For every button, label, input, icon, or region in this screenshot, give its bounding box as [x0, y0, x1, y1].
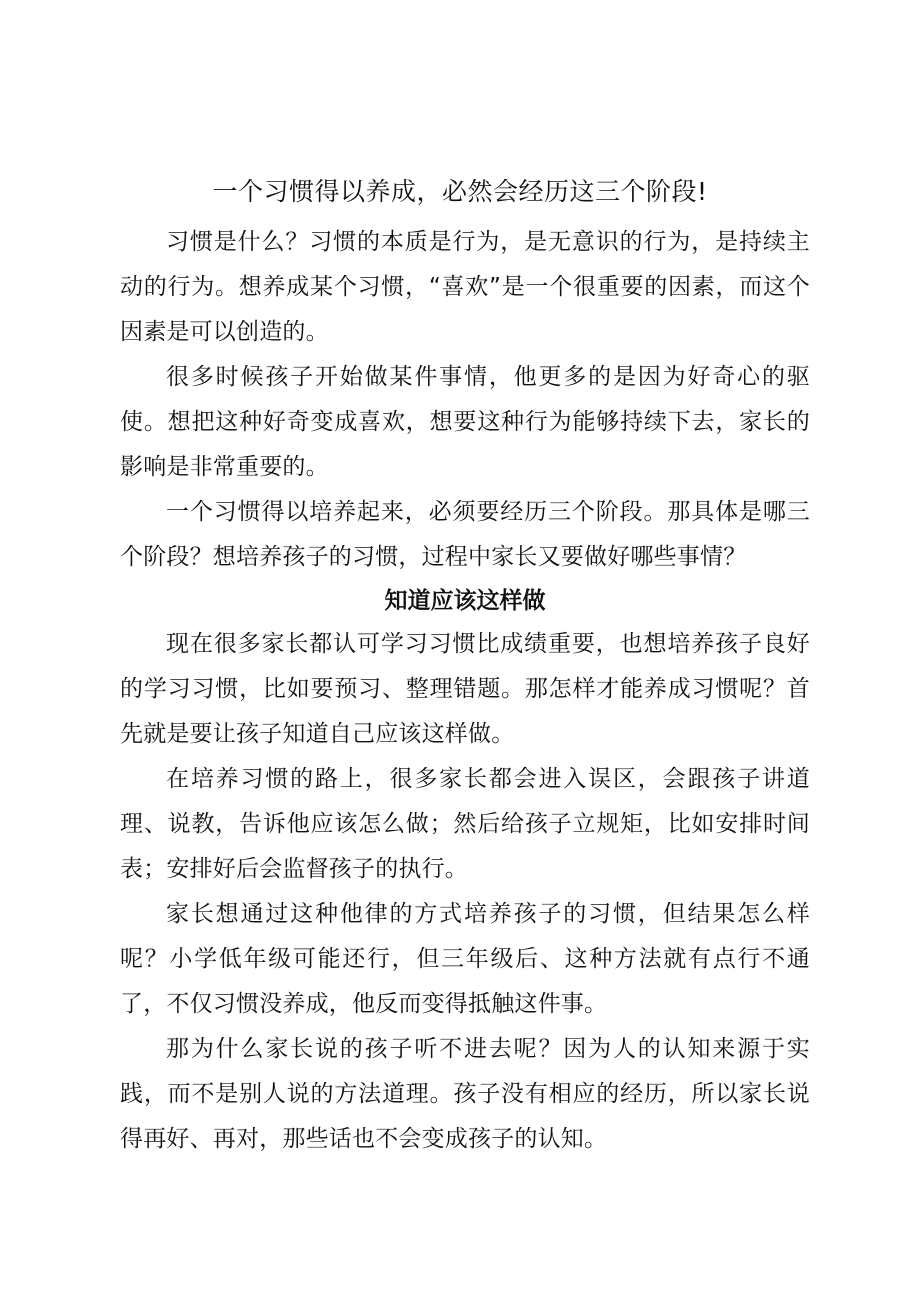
paragraph-habit-definition: 习惯是什么？习惯的本质是行为，是无意识的行为，是持续主动的行为。想养成某个习惯，“喜欢”是一个很重要的因素，而这个因素是可以创造的。	[120, 229, 810, 345]
paragraph-three-stages: 一个习惯得以培养起来，必须要经历三个阶段。那具体是哪三个阶段？想培养孩子的习惯，过程中家长又要做好哪些事情？	[120, 499, 810, 570]
paragraph-cognition-from-practice: 那为什么家长说的孩子听不进去呢？因为人的认知来源于实践，而不是别人说的方法道理。孩子没有相应的经历，所以家长说得再好、再对，那些话也不会变成孩子的认知。	[120, 1036, 810, 1152]
section-heading: 知道应该这样做	[384, 588, 546, 614]
document-title: 一个习惯得以养成，必然会经历这三个阶段!	[212, 177, 708, 206]
document-body	[120, 220, 810, 1162]
paragraph-curiosity: 很多时候孩子开始做某件事情，他更多的是因为好奇心的驱使。想把这种好奇变成喜欢，想要这种行为能够持续下去，家长的影响是非常重要的。	[120, 364, 810, 480]
paragraph-know-what-to-do: 现在很多家长都认可学习习惯比成绩重要，也想培养孩子良好的学习习惯，比如要预习、整理错题。那怎样才能养成习惯呢？首先就是要让孩子知道自己应该这样做。	[120, 631, 810, 747]
paragraph-external-discipline: 家长想通过这种他律的方式培养孩子的习惯，但结果怎么样呢？小学低年级可能还行，但三年级后、这种方法就有点行不通了，不仅习惯没养成，他反而变得抵触这件事。	[120, 901, 810, 1017]
paragraph-misconceptions: 在培养习惯的路上，很多家长都会进入误区，会跟孩子讲道理、说教，告诉他应该怎么做；然后给孩子立规矩，比如安排时间表；安排好后会监督孩子的执行。	[120, 766, 810, 882]
